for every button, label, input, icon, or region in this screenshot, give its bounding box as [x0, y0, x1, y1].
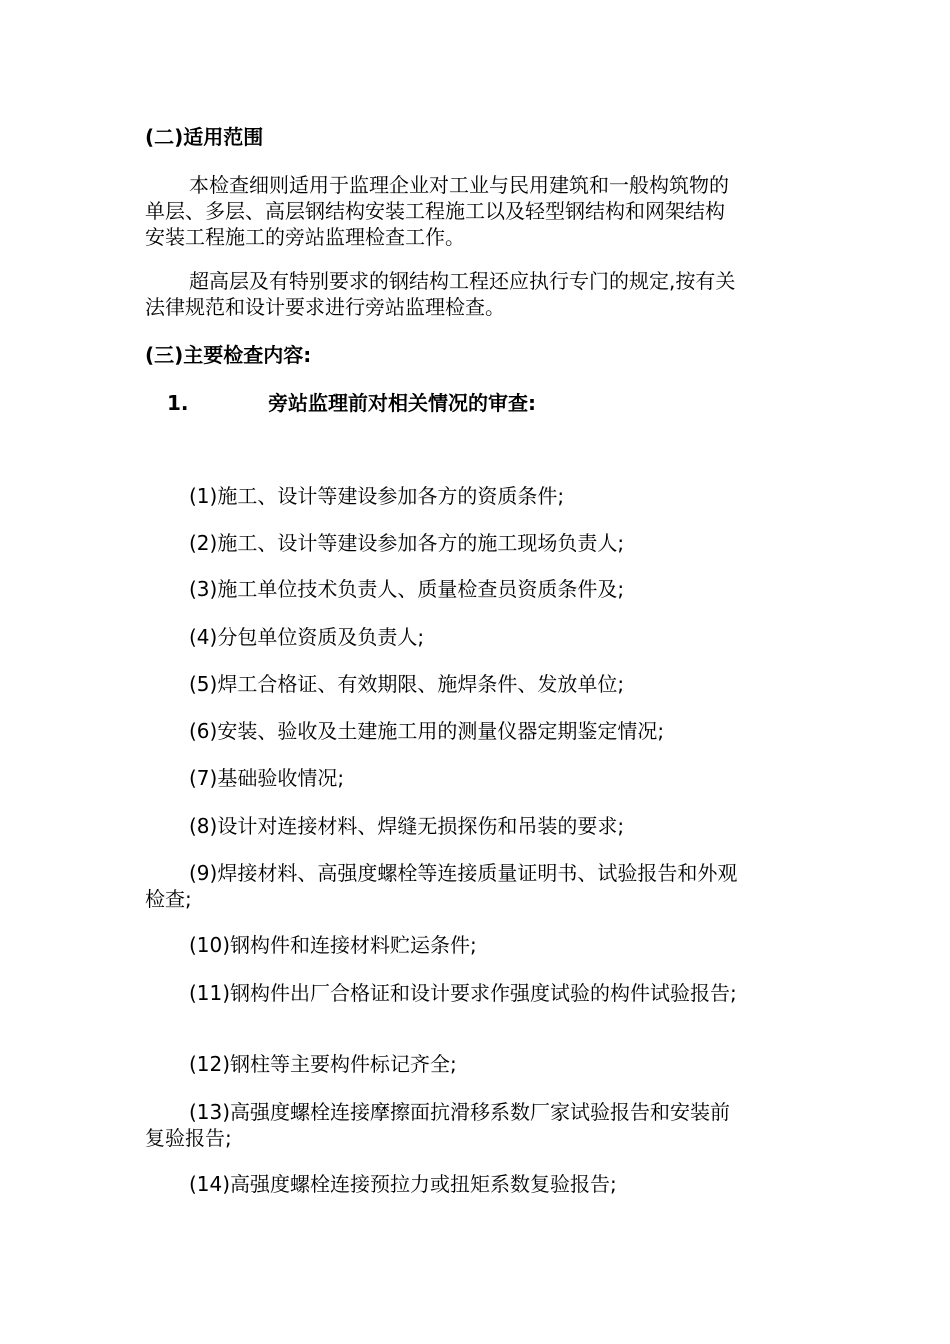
check-item-8: (8)设计对连接材料、焊缝无损探伤和吊装的要求;: [189, 814, 625, 838]
check-item-6: (6)安装、验收及土建施工用的测量仪器定期鉴定情况;: [189, 719, 665, 743]
check-item-1: (1)施工、设计等建设参加各方的资质条件;: [189, 484, 565, 508]
check-item-14: (14)高强度螺栓连接预拉力或扭矩系数复验报告;: [189, 1172, 617, 1196]
section-heading-content: (三)主要检查内容:: [145, 343, 312, 367]
check-item-9-line-1: (9)焊接材料、高强度螺栓等连接质量证明书、试验报告和外观: [189, 861, 738, 885]
scope-paragraph-1-line-2: 单层、多层、高层钢结构安装工程施工以及轻型钢结构和网架结构: [145, 199, 725, 223]
scope-paragraph-1-line-3: 安装工程施工的旁站监理检查工作。: [145, 225, 465, 249]
check-item-4: (4)分包单位资质及负责人;: [189, 625, 425, 649]
scope-paragraph-1-line-1: 本检查细则适用于监理企业对工业与民用建筑和一般构筑物的: [189, 173, 729, 197]
scope-paragraph-1: [145, 172, 815, 250]
check-item-5: (5)焊工合格证、有效期限、施焊条件、发放单位;: [189, 672, 625, 696]
scope-paragraph-2: [145, 268, 815, 320]
check-item-3: (3)施工单位技术负责人、质量检查员资质条件及;: [189, 577, 625, 601]
section-heading-scope: (二)适用范围: [145, 125, 264, 149]
check-item-9: [145, 860, 815, 912]
check-item-9-line-2: 检查;: [145, 887, 192, 911]
check-item-2: (2)施工、设计等建设参加各方的施工现场负责人;: [189, 531, 625, 555]
check-item-13-line-1: (13)高强度螺栓连接摩擦面抗滑移系数厂家试验报告和安装前: [189, 1100, 731, 1124]
check-item-10: (10)钢构件和连接材料贮运条件;: [189, 933, 477, 957]
scope-paragraph-2-line-2: 法律规范和设计要求进行旁站监理检查。: [145, 295, 505, 319]
scope-paragraph-2-line-1: 超高层及有特别要求的钢结构工程还应执行专门的规定,按有关: [189, 269, 736, 293]
check-item-13-line-2: 复验报告;: [145, 1126, 232, 1150]
check-item-7: (7)基础验收情况;: [189, 766, 345, 790]
check-item-12: (12)钢柱等主要构件标记齐全;: [189, 1052, 457, 1076]
item-number-1: 1.: [167, 391, 189, 415]
check-item-13: [145, 1099, 815, 1151]
check-item-11: (11)钢构件出厂合格证和设计要求作强度试验的构件试验报告;: [189, 981, 737, 1005]
item-title-1: 旁站监理前对相关情况的审查:: [268, 391, 536, 415]
